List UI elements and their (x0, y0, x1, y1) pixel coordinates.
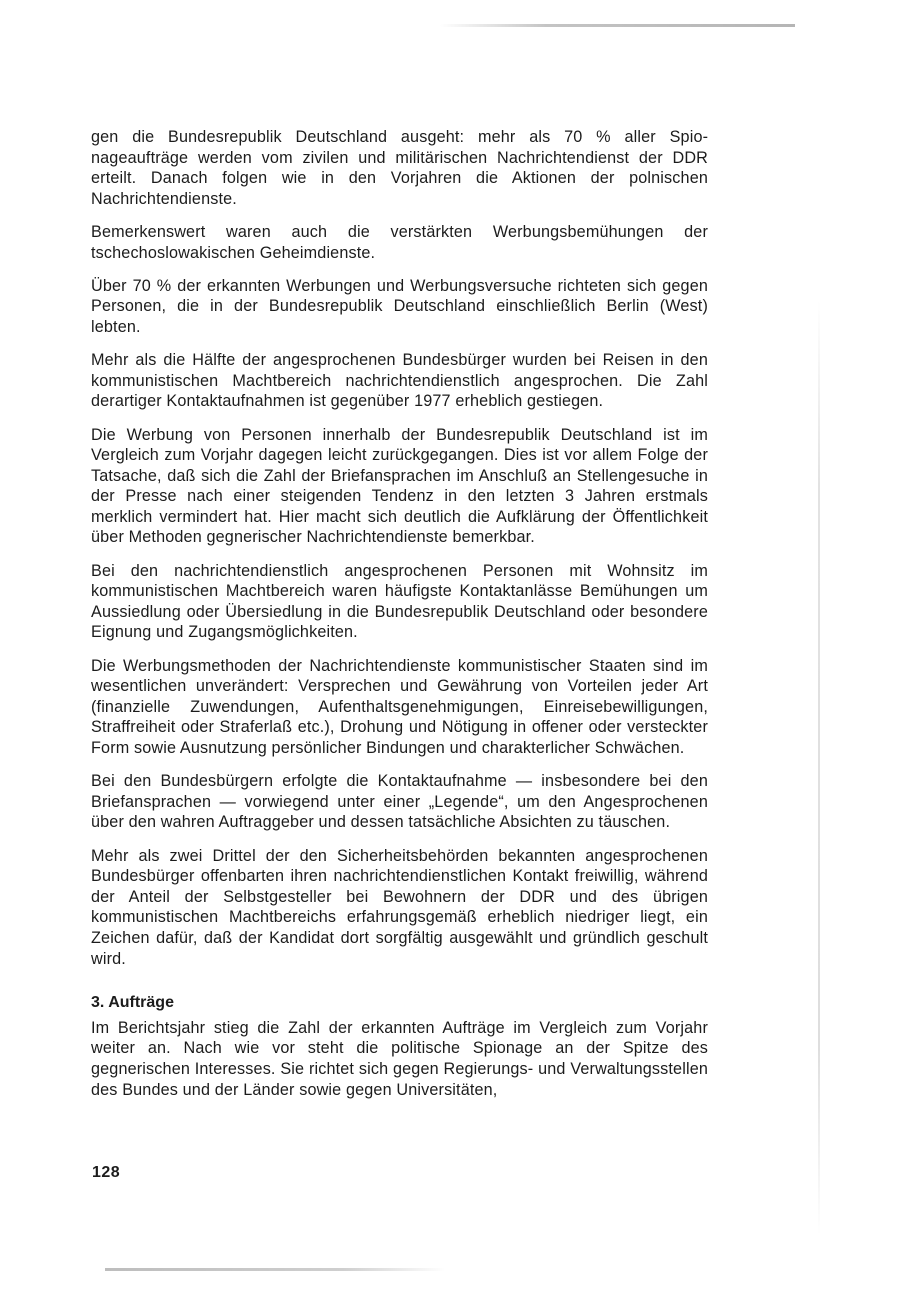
paragraph: Mehr als zwei Drittel der den Sicherheitsbehörden bekannten angesprochenen Bundesbürger offenbarten ihren nachrichtendienstlichen Kontakt freiwillig, während der Anteil der Selbstgesteller bei Bewohnern der DDR und des übrigen kommunistischen Machtbereichs erfahrungsgemäß erheblich niedriger liegt, ein Zeichen dafür, daß der Kandidat dort sorgfältig ausgewählt und gründlich geschult wird. (91, 846, 708, 968)
paragraph: Bei den nachrichtendienstlich angesprochenen Personen mit Wohnsitz im kommunistischen Machtbereich waren häufigste Kontaktanlässe Bemühungen um Aussiedlung oder Übersiedlung in die Bundesrepublik Deutschland oder besondere Eignung und Zugangsmöglichkeiten. (91, 561, 708, 642)
scan-artifact-bottom (105, 1268, 445, 1271)
scan-artifact-top (440, 24, 795, 27)
section-heading: 3. Aufträge (91, 994, 174, 1012)
paragraph: Über 70 % der erkannten Werbungen und Werbungsversuche richteten sich gegen Personen, die in der Bundesrepublik Deutschland einschließlich Berlin (West) lebten. (91, 276, 708, 336)
paragraph: Die Werbung von Personen innerhalb der Bundesrepublik Deutschland ist im Vergleich zum Vorjahr dagegen leicht zurückgegangen. Dies ist vor allem Folge der Tatsache, daß sich die Zahl der Briefansprachen im Anschluß an Stellengesuche in der Presse nach einer steigenden Tendenz in den letzten 3 Jahren erstmals merklich vermindert hat. Hier macht sich deutlich die Aufklärung der Öffentlichkeit über Methoden gegnerischer Nachrichtendienste bemerkbar. (91, 425, 708, 547)
paragraph: Bemerkenswert waren auch die verstärkten Werbungsbemühungen der tschechoslowakischen Geheimdienste. (91, 222, 708, 262)
paragraph: Die Werbungsmethoden der Nachrichtendienste kommunistischer Staaten sind im wesentlichen unverändert: Versprechen und Gewährung von Vorteilen jeder Art (finanzielle Zuwendungen, Aufenthaltsgenehmigungen, Einreisebewilligungen, Straffreiheit oder Straferlaß etc.), Drohung und Nötigung in offener oder versteckter Form sowie Ausnutzung persönlicher Bindungen und charakterlicher Schwächen. (91, 656, 708, 757)
paragraph: gen die Bundesrepublik Deutschland ausgeht: mehr als 70 % aller Spionageaufträge werden vom zivilen und militärischen Nachrichtendienst der DDR erteilt. Danach folgen wie in den Vorjahren die Aktionen der polnischen Nachrichtendienste. (91, 128, 708, 208)
paragraph: Bei den Bundesbürgern erfolgte die Kontaktaufnahme — insbesondere bei den Briefansprachen — vorwiegend unter einer „Legende“, um den Angesprochenen über den wahren Auftraggeber und dessen tatsächliche Absichten zu täuschen. (91, 772, 708, 832)
page-number: 128 (92, 1164, 121, 1181)
document-page (91, 127, 708, 1113)
paragraph: Mehr als die Hälfte der angesprochenen Bundesbürger wurden bei Reisen in den kommunistischen Machtbereich nachrichtendienstlich angesprochen. Die Zahl derartiger Kontaktaufnahmen ist gegenüber 1977 erheblich gestiegen. (91, 351, 708, 411)
section-paragraph: Im Berichtsjahr stieg die Zahl der erkannten Aufträge im Vergleich zum Vorjahr weiter an. Nach wie vor steht die politische Spionage an der Spitze des gegnerischen Interesses. Sie richtet sich gegen Regierungs- und Verwaltungsstellen des Bundes und der Länder sowie gegen Universitäten, (91, 1018, 708, 1099)
scan-artifact-right-edge (818, 300, 820, 1235)
